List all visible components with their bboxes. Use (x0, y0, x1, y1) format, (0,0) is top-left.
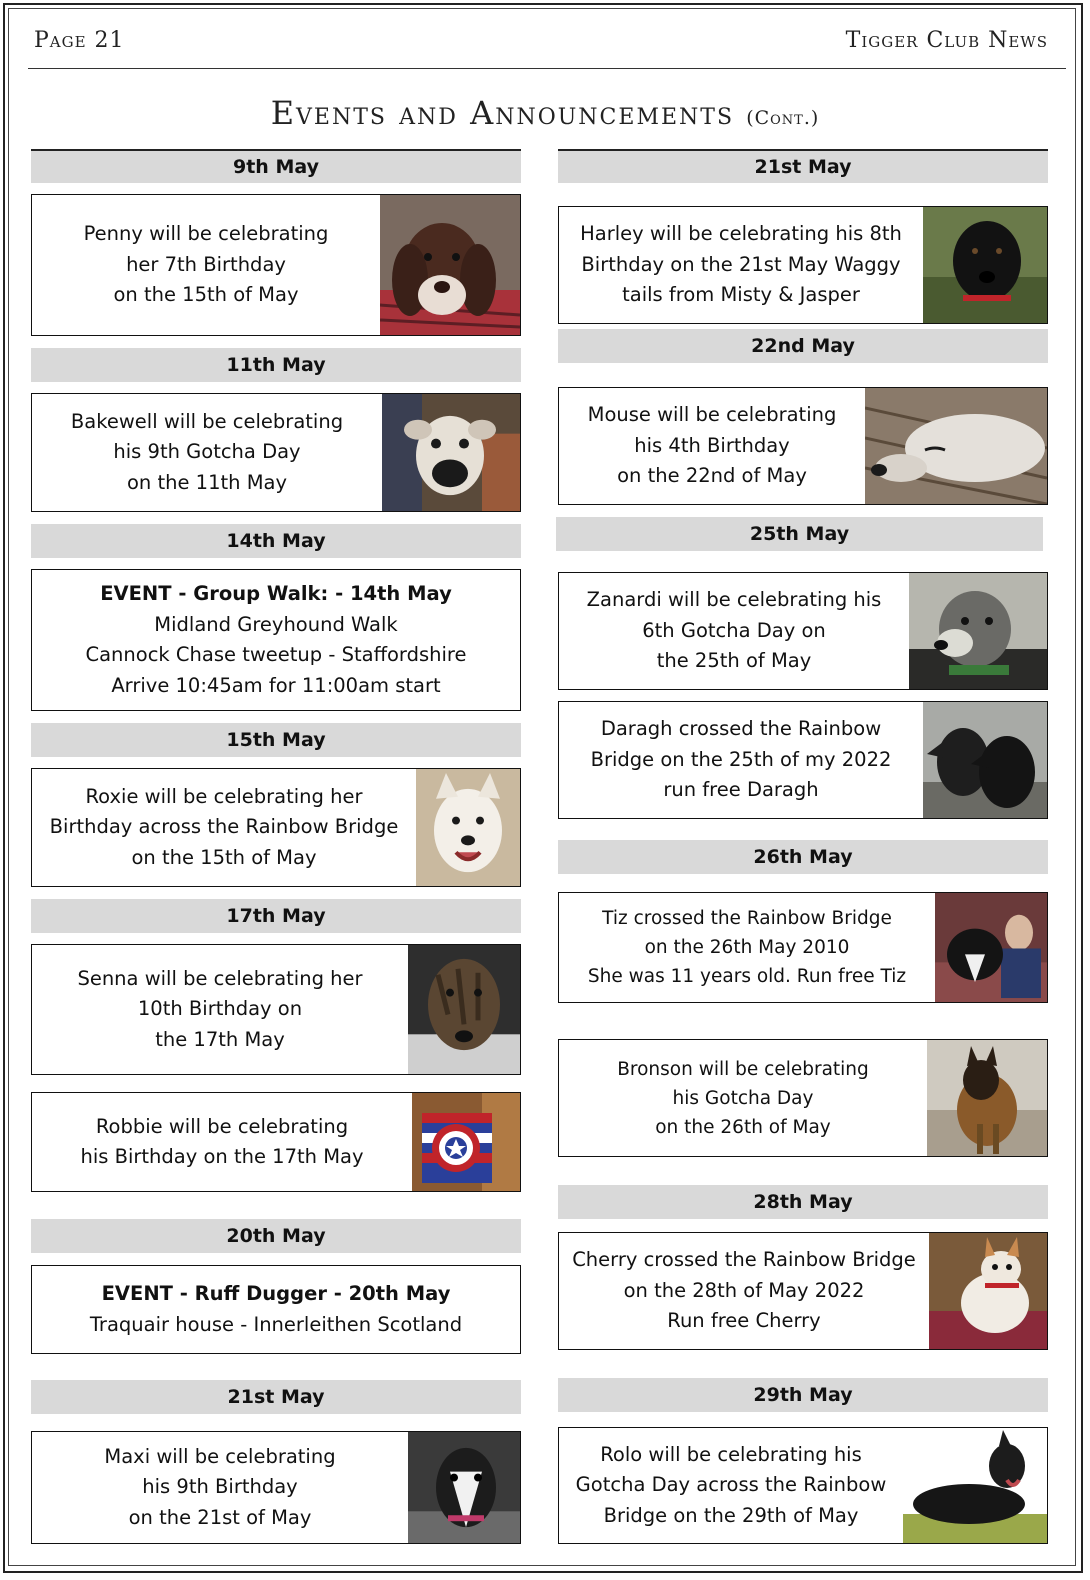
date-header: 15th May (31, 723, 521, 757)
announcement-text: Roxie will be celebrating her Birthday across the Rainbow Bridge on the 15th of May (49, 784, 399, 869)
announcement-text: Robbie will be celebrating his Birthday on the 17th May (80, 1114, 364, 1168)
date-header: 11th May (31, 348, 521, 382)
date-header: 14th May (31, 524, 521, 558)
announcement-text: Harley will be celebrating his 8th Birthday on the 21st May Waggy tails from Misty & Jasper (580, 222, 902, 307)
header-rule (28, 68, 1066, 69)
announcement-text: Zanardi will be celebrating his 6th Gotcha Day on the 25th of May (586, 588, 882, 673)
sleeping-dog-photo (865, 388, 1047, 504)
title-main: Events and Announcements (270, 94, 735, 132)
page-number: Page 21 (34, 28, 125, 53)
announcement-card (558, 387, 1048, 505)
date-header: 20th May (31, 1219, 521, 1253)
date-header: 17th May (31, 899, 521, 933)
grey-dog-photo (909, 573, 1047, 689)
announcement-card (558, 1039, 1048, 1157)
costume-dog-photo (412, 1093, 520, 1191)
greyhound-dog-photo (408, 1432, 520, 1543)
announcement-text: Senna will be celebrating her 10th Birthday on the 17th May (77, 966, 363, 1051)
event-title: EVENT - Group Walk: - 14th May (100, 582, 452, 605)
announcement-card (31, 1092, 521, 1192)
date-header: 28th May (558, 1185, 1048, 1219)
announcement-text: Rolo will be celebrating his Gotcha Day across the Rainbow Bridge on the 29th of May (575, 1442, 887, 1527)
date-header: 21st May (31, 1380, 521, 1414)
lying-dog-photo (903, 1428, 1047, 1543)
event-card (31, 1265, 521, 1354)
event-title: EVENT - Ruff Dugger - 20th May (101, 1282, 451, 1305)
publication-name: Tigger Club News (845, 28, 1048, 53)
whippet-dog-photo (382, 394, 520, 511)
announcement-text: Bronson will be celebrating his Gotcha Day on the 26th of May (617, 1058, 869, 1138)
announcement-card (558, 1232, 1048, 1350)
white-dog-photo (416, 769, 520, 886)
event-text: EVENT - Group Walk: - 14th May Midland Greyhound Walk Cannock Chase tweetup - Staffordshire Arrive 10:45am for 11:00am start (85, 582, 467, 697)
event-text: EVENT - Ruff Dugger - 20th May Traquair house - Innerleithen Scotland (89, 1282, 463, 1336)
shepherd-dog-photo (927, 1040, 1047, 1156)
spaniel-dog-photo (380, 195, 520, 335)
announcement-card (558, 572, 1048, 690)
black-dog-photo (923, 207, 1047, 323)
announcement-card (31, 393, 521, 512)
announcement-text: Maxi will be celebrating his 9th Birthday on the 21st of May (104, 1444, 336, 1529)
announcement-card (558, 1427, 1048, 1544)
announcement-card (31, 1431, 521, 1544)
announcement-text: Cherry crossed the Rainbow Bridge on the 28th of May 2022 Run free Cherry (572, 1248, 916, 1333)
announcement-text: Daragh crossed the Rainbow Bridge on the 25th of my 2022 run free Daragh (590, 717, 892, 802)
date-header: 29th May (558, 1378, 1048, 1412)
date-header: 9th May (31, 149, 521, 183)
announcement-text: Tiz crossed the Rainbow Bridge on the 26th May 2010 She was 11 years old. Run free Tiz (587, 908, 907, 987)
announcement-card (558, 206, 1048, 324)
title-cont: (Cont.) (746, 107, 820, 129)
dog-with-owner-photo (935, 893, 1047, 1002)
two-greyhounds-photo (923, 702, 1047, 818)
announcement-text: Bakewell will be celebrating his 9th Gotcha Day on the 11th May (70, 409, 344, 494)
announcement-text: Penny will be celebrating her 7th Birthday on the 15th of May (83, 222, 329, 307)
event-card (31, 569, 521, 711)
announcement-card (558, 701, 1048, 819)
terrier-dog-photo (929, 1233, 1047, 1349)
date-header: 25th May (556, 517, 1043, 551)
page-title (0, 94, 1090, 132)
announcement-card (31, 944, 521, 1075)
date-header: 21st May (558, 149, 1048, 183)
announcement-card (558, 892, 1048, 1003)
announcement-card (31, 768, 521, 887)
announcement-card (31, 194, 521, 336)
brindle-dog-photo (408, 945, 520, 1074)
announcement-text: Mouse will be celebrating his 4th Birthday on the 22nd of May (587, 403, 837, 488)
date-header: 26th May (558, 840, 1048, 874)
date-header: 22nd May (558, 329, 1048, 363)
